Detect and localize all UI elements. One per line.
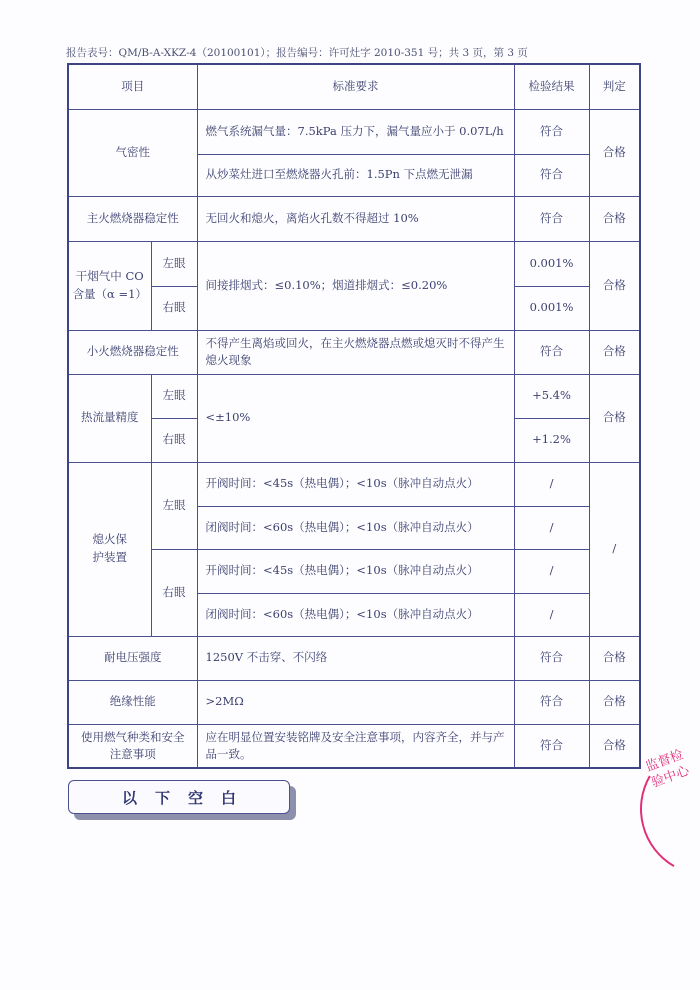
result: / bbox=[514, 506, 589, 549]
item-flame-protection: 熄火保护装置 bbox=[68, 462, 151, 636]
verdict: 合格 bbox=[589, 241, 640, 330]
result: 符合 bbox=[514, 680, 589, 724]
result: 符合 bbox=[514, 330, 589, 374]
result: 符合 bbox=[514, 724, 589, 768]
item-airtight: 气密性 bbox=[68, 109, 197, 196]
requirement: 间接排烟式：≤0.10%；烟道排烟式：≤0.20% bbox=[197, 241, 514, 330]
requirement: 从炒菜灶进口至燃烧器火孔前：1.5Pn 下点燃无泄漏 bbox=[197, 154, 514, 196]
requirement: 闭阀时间：<60s（热电偶）；<10s（脉冲自动点火） bbox=[197, 506, 514, 549]
table-row bbox=[68, 241, 640, 286]
table-row bbox=[68, 636, 640, 680]
col-header-result: 检验结果 bbox=[514, 64, 589, 109]
item-pilot-burner: 小火燃烧器稳定性 bbox=[68, 330, 197, 374]
requirement: 闭阀时间：<60s（热电偶）；<10s（脉冲自动点火） bbox=[197, 593, 514, 636]
requirement: >2MΩ bbox=[197, 680, 514, 724]
requirement: 无回火和熄火，离焰火孔数不得超过 10% bbox=[197, 196, 514, 241]
table-row bbox=[68, 196, 640, 241]
verdict: 合格 bbox=[589, 330, 640, 374]
result: / bbox=[514, 549, 589, 593]
seal-text: 监督检验中心 bbox=[643, 747, 692, 791]
verdict: 合格 bbox=[589, 724, 640, 768]
verdict: 合格 bbox=[589, 374, 640, 462]
item-insulation: 绝缘性能 bbox=[68, 680, 197, 724]
left-burner-label: 左眼 bbox=[151, 374, 197, 418]
result: +1.2% bbox=[514, 418, 589, 462]
item-co: 干烟气中 CO 含量（α =1） bbox=[68, 241, 151, 330]
requirement: 应在明显位置安装铭牌及安全注意事项，内容齐全，并与产品一致。 bbox=[197, 724, 514, 768]
table-header-row bbox=[68, 64, 640, 109]
verdict: 合格 bbox=[589, 196, 640, 241]
requirement: 不得产生离焰或回火，在主火燃烧器点燃或熄灭时不得产生熄火现象 bbox=[197, 330, 514, 374]
verdict: 合格 bbox=[589, 680, 640, 724]
result: 符合 bbox=[514, 196, 589, 241]
right-burner-label: 右眼 bbox=[151, 418, 197, 462]
right-burner-label: 右眼 bbox=[151, 286, 197, 330]
verdict: / bbox=[589, 462, 640, 636]
result: 符合 bbox=[514, 154, 589, 196]
table-row bbox=[68, 330, 640, 374]
blank-below-label: 以下空白 bbox=[68, 780, 290, 814]
verdict: 合格 bbox=[589, 109, 640, 196]
item-main-burner: 主火燃烧器稳定性 bbox=[68, 196, 197, 241]
left-burner-label: 左眼 bbox=[151, 462, 197, 549]
left-burner-label: 左眼 bbox=[151, 241, 197, 286]
result: 符合 bbox=[514, 636, 589, 680]
requirement: 开阀时间：<45s（热电偶）；<10s（脉冲自动点火） bbox=[197, 462, 514, 506]
report-header: 报告表号：QM/B-A-XKZ-4（20100101）；报告编号：许可灶字 2010-351 号；共 3 页，第 3 页 bbox=[66, 47, 528, 59]
requirement: 开阀时间：<45s（热电偶）；<10s（脉冲自动点火） bbox=[197, 549, 514, 593]
item-heat-flow: 热流量精度 bbox=[68, 374, 151, 462]
table-row bbox=[68, 549, 640, 593]
result: 符合 bbox=[514, 109, 589, 154]
col-header-item: 项目 bbox=[68, 64, 197, 109]
requirement: <±10% bbox=[197, 374, 514, 462]
result: / bbox=[514, 593, 589, 636]
verdict: 合格 bbox=[589, 636, 640, 680]
requirement: 1250V 不击穿、不闪络 bbox=[197, 636, 514, 680]
requirement: 燃气系统漏气量：7.5kPa 压力下，漏气量应小于 0.07L/h bbox=[197, 109, 514, 154]
result: +5.4% bbox=[514, 374, 589, 418]
result: 0.001% bbox=[514, 286, 589, 330]
table-row bbox=[68, 109, 640, 154]
col-header-verdict: 判定 bbox=[589, 64, 640, 109]
item-gas-safety: 使用燃气种类和安全注意事项 bbox=[68, 724, 197, 768]
right-burner-label: 右眼 bbox=[151, 549, 197, 636]
col-header-requirement: 标准要求 bbox=[197, 64, 514, 109]
result: / bbox=[514, 462, 589, 506]
table-row bbox=[68, 374, 640, 418]
table-row bbox=[68, 724, 640, 768]
table-row bbox=[68, 680, 640, 724]
item-voltage: 耐电压强度 bbox=[68, 636, 197, 680]
result: 0.001% bbox=[514, 241, 589, 286]
table-row bbox=[68, 462, 640, 506]
inspection-table bbox=[67, 63, 641, 769]
